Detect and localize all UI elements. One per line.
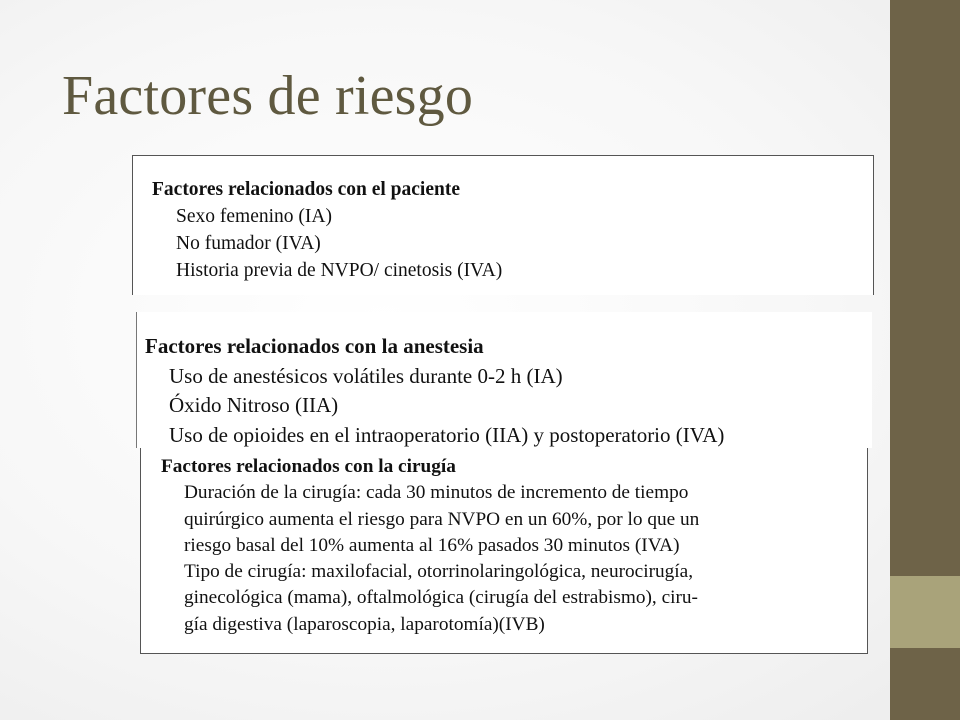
anesthesia-factor-item: Uso de anestésicos volátiles durante 0-2 h (IA) <box>169 363 563 388</box>
side-accent-block <box>890 576 960 648</box>
slide-title: Factores de riesgo <box>62 65 474 127</box>
surgery-factor-line: riesgo basal del 10% aumenta al 16% pasados 30 minutos (IVA) <box>184 534 680 556</box>
surgery-factor-line: Tipo de cirugía: maxilofacial, otorrinolaringológica, neurocirugía, <box>184 561 694 583</box>
surgery-factors-heading: Factores relacionados con la cirugía <box>161 456 456 477</box>
surgery-factor-line: quirúrgico aumenta el riesgo para NVPO en un 60%, por lo que un <box>184 508 700 530</box>
anesthesia-factor-item: Uso de opioides en el intraoperatorio (IIA) y postoperatorio (IVA) <box>169 422 725 447</box>
anesthesia-factors-heading: Factores relacionados con la anestesia <box>145 334 484 358</box>
patient-factor-item: Sexo femenino (IA) <box>176 206 332 227</box>
patient-factors-heading: Factores relacionados con el paciente <box>152 179 460 200</box>
surgery-factor-line: Duración de la cirugía: cada 30 minutos de incremento de tiempo <box>184 482 689 504</box>
patient-factor-item: No fumador (IVA) <box>176 233 321 254</box>
anesthesia-factor-item: Óxido Nitroso (IIA) <box>169 393 339 417</box>
surgery-factor-line: ginecológica (mama), oftalmológica (cirugía del estrabismo), ciru- <box>184 587 698 609</box>
surgery-factor-line: gía digestiva (laparoscopia, laparotomía)(IVB) <box>184 613 545 635</box>
anesthesia-factors-table <box>136 312 872 448</box>
patient-factor-item: Historia previa de NVPO/ cinetosis (IVA) <box>176 260 503 281</box>
patient-factors-table <box>132 155 874 295</box>
surgery-factors-table <box>140 448 868 654</box>
